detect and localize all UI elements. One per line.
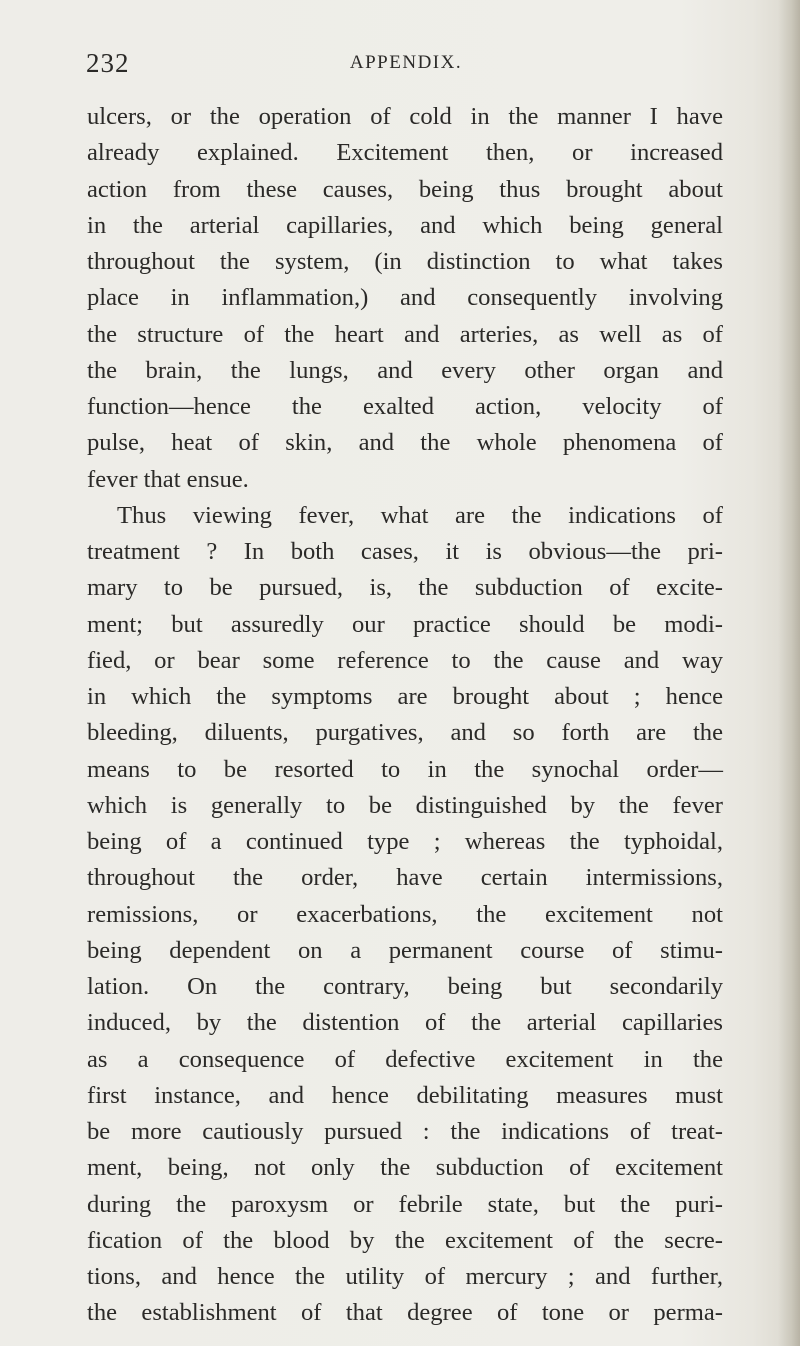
text-line: pulse, heat of skin, and the whole phenomena of [87, 429, 723, 457]
text-line: function—hence the exalted action, velocity of [87, 393, 723, 420]
text-line: in which the symptoms are brought about ; hence [87, 683, 723, 710]
text-line: as a consequence of defective excitement in the [87, 1045, 723, 1073]
text-line: already explained. Excitement then, or increased [87, 139, 723, 167]
text-line: induced, by the distention of the arterial capillaries [87, 1009, 723, 1037]
text-line: Thus viewing fever, what are the indications of [117, 501, 723, 529]
text-line: first instance, and hence debilitating measures must [87, 1081, 723, 1109]
running-head: APPENDIX. [349, 52, 463, 73]
text-line: fication of the blood by the excitement of the secre- [87, 1226, 723, 1254]
text-line: the structure of the heart and arteries, as well as of [87, 320, 723, 348]
text-line: remissions, or exacerbations, the excitement not [87, 900, 723, 928]
text-line: the establishment of that degree of tone or perma- [87, 1299, 723, 1327]
text-line: treatment ? In both cases, it is obvious—the pri- [87, 538, 723, 565]
text-line: throughout the order, have certain intermissions, [87, 864, 723, 892]
body-text [87, 99, 723, 1332]
text-line: the brain, the lungs, and every other organ and [87, 356, 723, 384]
text-line: fever that ensue. [87, 465, 249, 493]
page-number: 232 [86, 48, 130, 78]
text-line: ulcers, or the operation of cold in the manner I have [87, 103, 723, 130]
text-line: action from these causes, being thus brought about [87, 175, 723, 203]
text-line: which is generally to be distinguished by the fever [87, 791, 723, 819]
text-line: during the paroxysm or febrile state, but the puri- [87, 1190, 723, 1218]
text-line: means to be resorted to in the synochal order— [87, 755, 723, 783]
page-edge-shadow [778, 0, 800, 1346]
text-line: ment, being, not only the subduction of excitement [87, 1154, 723, 1182]
text-line: in the arterial capillaries, and which being general [87, 211, 723, 239]
text-line: ment; but assuredly our practice should be modi- [87, 610, 723, 638]
text-line: bleeding, diluents, purgatives, and so forth are the [87, 719, 723, 747]
text-line: being dependent on a permanent course of stimu- [87, 936, 723, 964]
text-line: being of a continued type ; whereas the typhoidal, [87, 828, 723, 855]
text-line: mary to be pursued, is, the subduction of excite- [87, 574, 723, 602]
text-line: throughout the system, (in distinction to what takes [87, 248, 723, 275]
text-line: place in inflammation,) and consequently involving [87, 284, 723, 312]
page-header [86, 48, 726, 82]
text-line: lation. On the contrary, being but secondarily [87, 973, 723, 1000]
text-line: be more cautiously pursued : the indications of treat- [87, 1118, 723, 1145]
text-line: fied, or bear some reference to the cause and way [87, 646, 723, 674]
text-line: tions, and hence the utility of mercury ; and further, [87, 1263, 723, 1290]
